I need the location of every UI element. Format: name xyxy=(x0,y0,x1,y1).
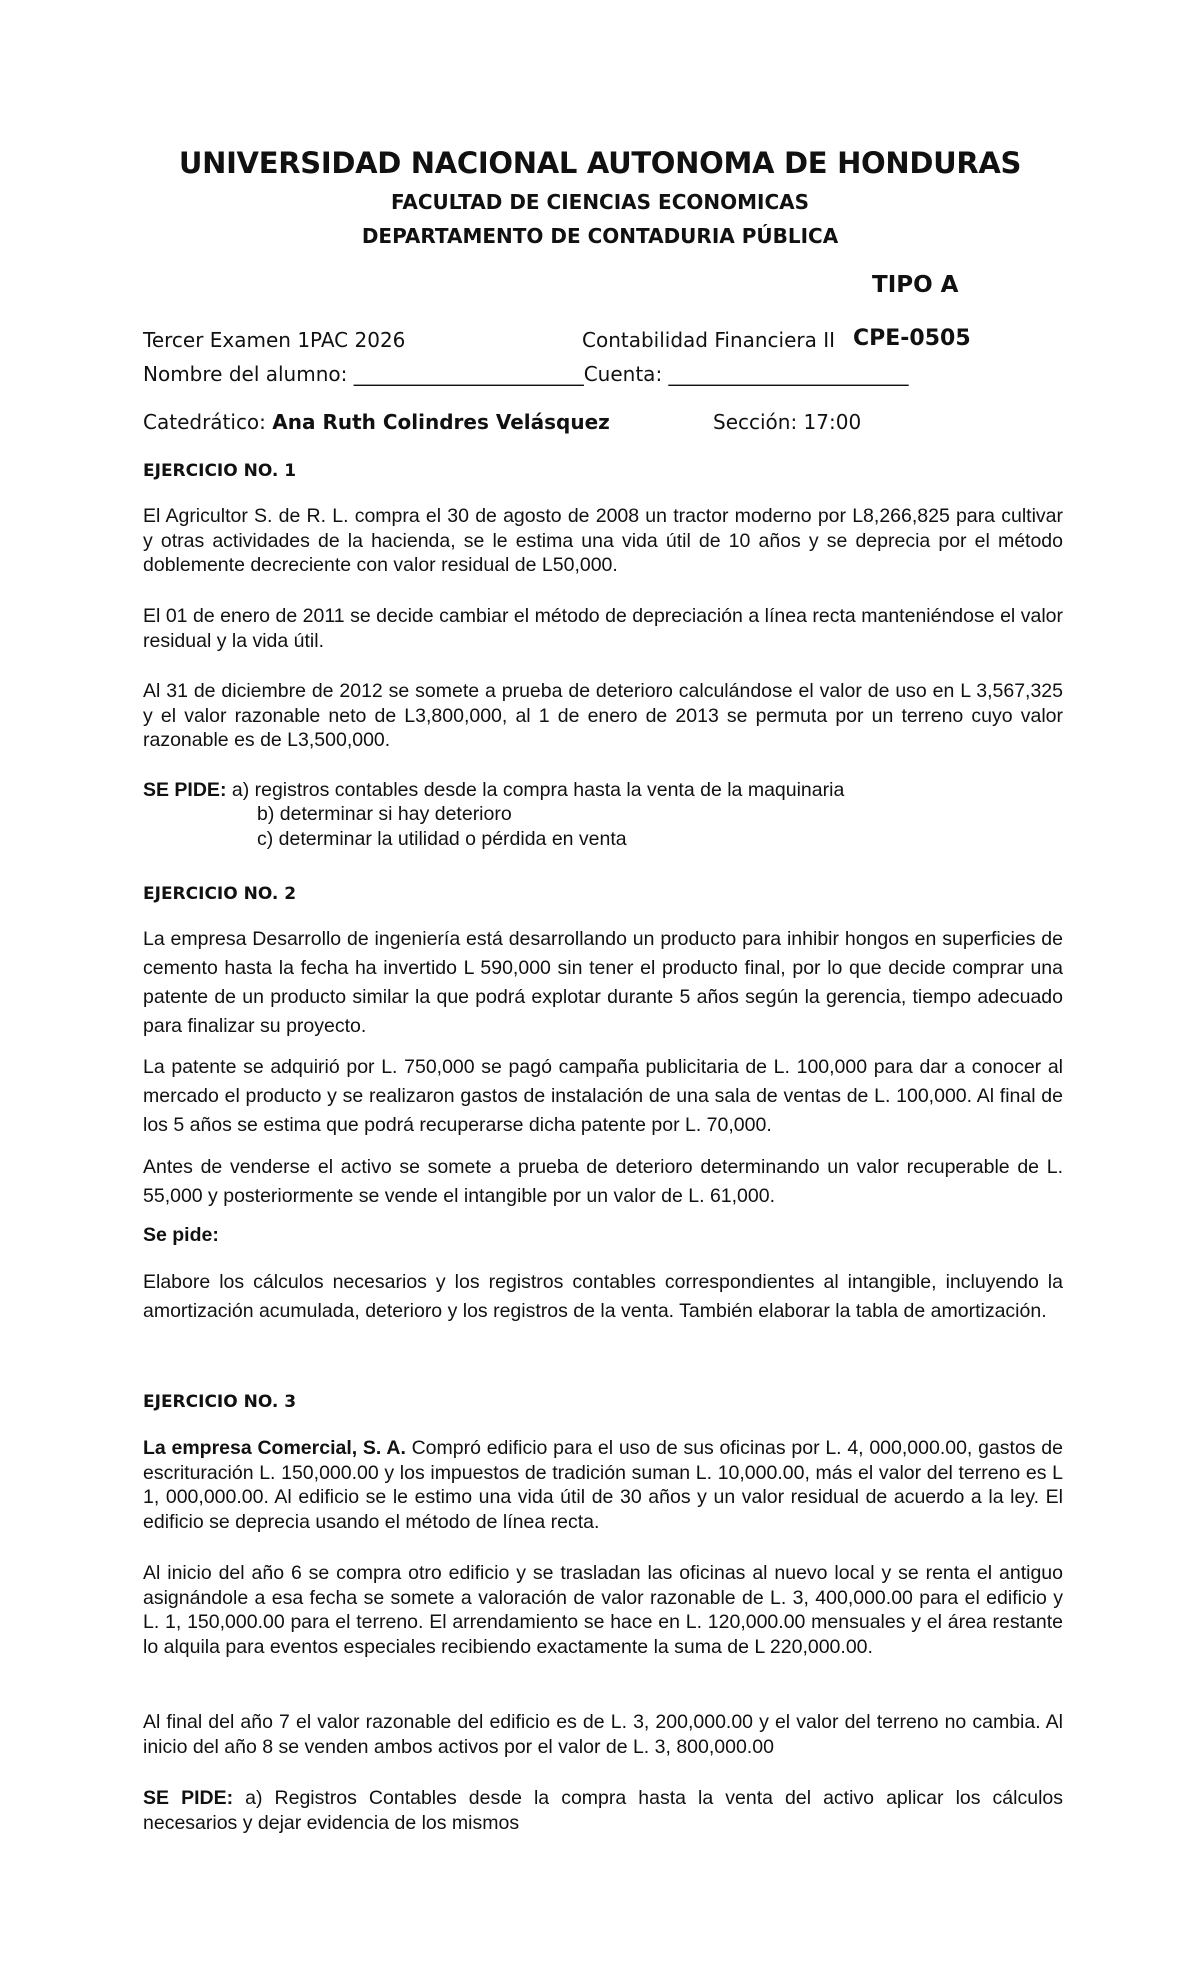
exercise-3-paragraph-1 xyxy=(143,1436,1063,1534)
student-name-blank: _______________________ xyxy=(353,362,584,386)
teacher-name: Ana Ruth Colindres Velásquez xyxy=(272,410,610,434)
exercise-1-paragraph-3: Al 31 de diciembre de 2012 se somete a prueba de deterioro calculándose el valor de uso en L 3,567,325 y el valor razonable neto de L3,800,000, al 1 de enero de 2013 se permuta por un terreno cuyo valor razonable es de L3,500,000. xyxy=(143,680,1063,751)
account-blank: ________________________ xyxy=(668,362,909,386)
course-code: CPE-0505 xyxy=(853,326,971,351)
exercise-3-pide-label: SE PIDE: xyxy=(143,1787,234,1809)
exercise-3-pide xyxy=(143,1786,1063,1835)
exam-type: TIPO A xyxy=(872,272,959,298)
exercise-2-paragraph-2: La patente se adquirió por L. 750,000 se pagó campaña publicitaria de L. 100,000 para dar a conocer al mercado el producto y se realizaron gastos de instalación de una sala de ventas de L. 100,000. Al final de los 5 años se estima que podrá recuperarse dicha patente por L. 70,000. xyxy=(143,1056,1063,1136)
exam-name: Tercer Examen 1PAC 2026 xyxy=(143,328,406,352)
teacher-label: Catedrático: xyxy=(143,410,266,434)
exercise-3-paragraph-3: Al final del año 7 el valor razonable del edificio es de L. 3, 200,000.00 y el valor del terreno no cambia. Al inicio del año 8 se venden ambos activos por el valor de L. 3, 800,000.00 xyxy=(143,1711,1063,1758)
university-title: UNIVERSIDAD NACIONAL AUTONOMA DE HONDURAS xyxy=(178,146,1022,180)
account-label: Cuenta: xyxy=(583,362,663,386)
exercise-1-title: EJERCICIO NO. 1 xyxy=(143,461,297,481)
faculty-title: FACULTAD DE CIENCIAS ECONOMICAS xyxy=(390,190,810,214)
exercise-1-pide-label: SE PIDE: xyxy=(143,779,227,801)
exercise-1-pide-a-text: a) registros contables desde la compra hasta la venta de la maquinaria xyxy=(231,779,845,801)
course-label: Contabilidad Financiera II xyxy=(582,328,836,352)
exercise-3-title: EJERCICIO NO. 3 xyxy=(143,1392,297,1412)
exercise-1-paragraph-2: El 01 de enero de 2011 se decide cambiar el método de depreciación a línea recta manteniéndose el valor residual y la vida útil. xyxy=(143,605,1063,652)
teacher-row xyxy=(143,410,610,434)
section-label: Sección: 17:00 xyxy=(713,410,862,434)
exercise-1-pide-c: c) determinar la utilidad o pérdida en venta xyxy=(257,828,627,850)
exercise-3-pide-text: a) Registros Contables desde la compra hasta la venta del activo aplicar los cálculos necesarios y dejar evidencia de los mismos xyxy=(143,1787,1063,1834)
student-label-text: Nombre del alumno: xyxy=(143,362,348,386)
exercise-3-paragraph-1-text: Compró edificio para el uso de sus oficinas por L. 4, 000,000.00, gastos de escrituración L. 150,000.00 y los impuestos de tradición suman L. 10,000.00, más el valor del terreno es L 1, 000,000.00. Al edificio se le estimo una vida útil de 30 años y un valor residual de acuerdo a la ley. El edificio se deprecia usando el método de línea recta. xyxy=(143,1437,1063,1533)
exercise-2-paragraph-1: La empresa Desarrollo de ingeniería está desarrollando un producto para inhibir hongos en superficies de cemento hasta la fecha ha invertido L 590,000 sin tener el producto final, por lo que decide comprar una patente de un producto similar la que podrá explotar durante 5 años según la gerencia, tiempo adecuado para finalizar su proyecto. xyxy=(143,928,1063,1037)
exercise-2-paragraph-4: Elabore los cálculos necesarios y los registros contables correspondientes al intangible, incluyendo la amortización acumulada, deterioro y los registros de la venta. También elaborar la tabla de amortización. xyxy=(143,1271,1063,1322)
exercise-3-paragraph-2: Al inicio del año 6 se compra otro edificio y se trasladan las oficinas al nuevo local y se renta el antiguo asignándole a esa fecha se somete a valoración de valor razonable de L. 3, 400,000.00 para el edificio y L. 1, 150,000.00 para el terreno. El arrendamiento se hace en L. 120,000.00 mensuales y el área restante lo alquila para eventos especiales recibiendo exactamente la suma de L 220,000.00. xyxy=(143,1562,1063,1658)
department-title: DEPARTAMENTO DE CONTADURIA PÚBLICA xyxy=(361,224,839,248)
exercise-2-paragraph-3: Antes de venderse el activo se somete a prueba de deterioro determinando un valor recuperable de L. 55,000 y posteriormente se vende el intangible por un valor de L. 61,000. xyxy=(143,1156,1063,1207)
exercise-1-pide-a xyxy=(143,779,844,802)
exercise-2-title: EJERCICIO NO. 2 xyxy=(143,884,297,904)
student-name-label xyxy=(143,362,909,386)
exercise-3-company: La empresa Comercial, S. A. xyxy=(143,1437,406,1459)
exercise-1-pide-b: b) determinar si hay deterioro xyxy=(257,803,512,825)
exercise-2-pide-label: Se pide: xyxy=(143,1224,219,1246)
exercise-1-paragraph-1: El Agricultor S. de R. L. compra el 30 de agosto de 2008 un tractor moderno por L8,266,825 para cultivar y otras actividades de la hacienda, se le estima una vida útil de 10 años y se deprecia por el método doblemente decreciente con valor residual de L50,000. xyxy=(143,505,1063,576)
